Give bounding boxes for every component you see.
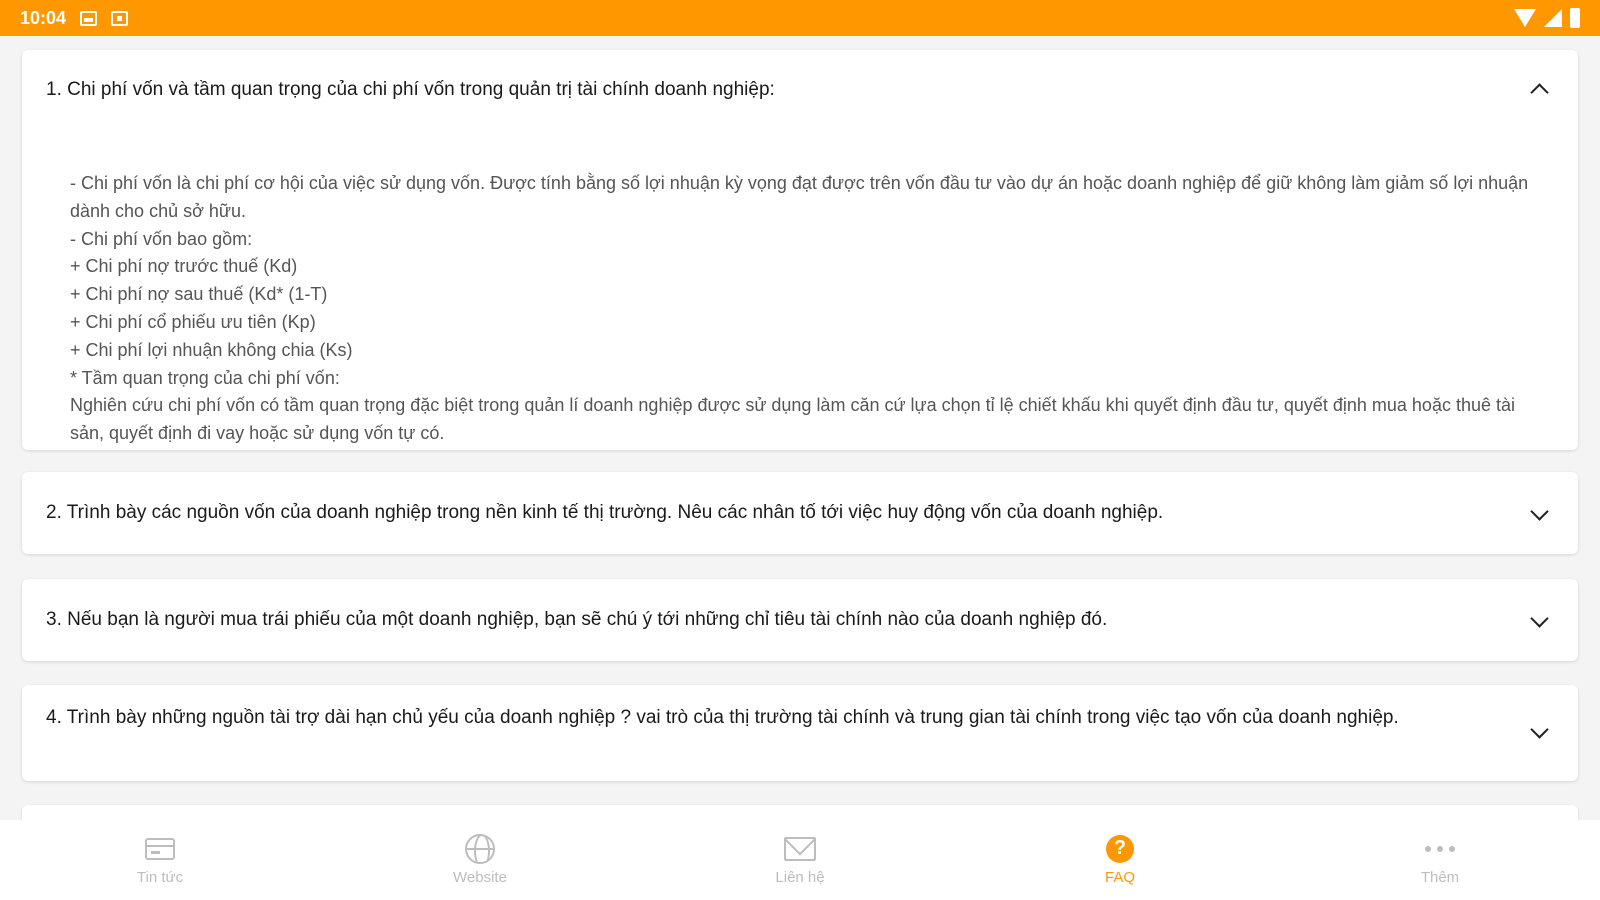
answer-line: + Chi phí lợi nhuận không chia (Ks) [70,339,353,360]
chevron-down-icon[interactable] [1530,502,1548,520]
nav-contact[interactable] [640,820,960,900]
faq-item-1-title: 1. Chi phí vốn và tầm quan trọng của chi phí vốn trong quản trị tài chính doanh nghiệp: [46,79,775,100]
chevron-down-icon[interactable] [1530,609,1548,627]
nav-faq[interactable] [960,820,1280,900]
faq-item-1 [22,50,1578,450]
nav-label: Website [453,868,507,886]
faq-item-2[interactable] [22,472,1578,554]
battery-icon [1570,8,1580,28]
answer-line: Nghiên cứu chi phí vốn có tầm quan trọng đặc biệt trong quản lí doanh nghiệp được sử dụng làm căn cứ lựa chọn tỉ lệ chiết khấu khi quyết định đầu tư, quyết định mua hoặc thuê tài sản, quyết định đi vay hoặc sử dụng vốn tự có. [70,395,1516,444]
more-icon [1425,846,1455,852]
status-indicators [1514,8,1580,28]
chevron-down-icon[interactable] [1530,720,1548,738]
faq-item-2-title: 2. Trình bày các nguồn vốn của doanh nghiệp trong nền kinh tế thị trường. Nêu các nhân tố tới việc huy động vốn của doanh nghiệp. [46,502,1164,523]
faq-item-4-title: 4. Trình bày những nguồn tài trợ dài hạn chủ yếu của doanh nghiệp ? vai trò của thị trường tài chính và trung gian tài chính trong việc tạo vốn của doanh nghiệp. [46,707,1399,728]
mail-icon [784,837,816,861]
answer-line: * Tầm quan trọng của chi phí vốn: [70,367,340,388]
nav-website[interactable] [320,820,640,900]
chevron-up-icon[interactable] [1530,83,1548,101]
status-bar [0,0,1600,36]
bottom-navigation [0,820,1600,900]
faq-item-5[interactable] [22,805,1578,820]
faq-list [0,36,1600,820]
nav-label: FAQ [1104,868,1135,886]
faq-item-4[interactable] [22,685,1578,781]
nav-more[interactable] [1280,820,1600,900]
faq-item-3-title: 3. Nếu bạn là người mua trái phiếu của một doanh nghiệp, bạn sẽ chú ý tới những chỉ tiêu tài chính nào của doanh nghiệp đó. [46,609,1108,630]
faq-item-3[interactable] [22,579,1578,661]
help-icon: ? [1106,835,1134,863]
nav-label: Tin tức [136,868,184,886]
answer-line: - Chi phí vốn là chi phí cơ hội của việc sử dụng vốn. Được tính bằng số lợi nhuận kỳ vọng đạt được trên vốn đầu tư vào dự án hoặc doanh nghiệp để giữ không làm giảm số lợi nhuận dành cho chủ sở hữu. [70,173,1529,221]
wifi-icon [1514,9,1536,27]
answer-line: + Chi phí cổ phiếu ưu tiên (Kp) [70,311,316,332]
answer-line: + Chi phí nợ trước thuế (Kd) [70,256,298,277]
newspaper-icon [145,838,175,860]
faq-item-1-header[interactable] [22,50,1578,130]
answer-line: - Chi phí vốn bao gồm: [70,228,253,249]
image-notification-icon [80,11,97,26]
nav-label: Liên hệ [775,868,825,886]
signal-icon [1544,9,1562,27]
download-notification-icon [111,11,128,26]
globe-icon [465,834,495,864]
answer-line: + Chi phí nợ sau thuế (Kd* (1-T) [70,284,328,305]
nav-label: Thêm [1420,868,1460,886]
status-time: 10:04 [20,7,67,28]
faq-item-1-answer [70,170,1540,448]
nav-news[interactable] [0,820,320,900]
